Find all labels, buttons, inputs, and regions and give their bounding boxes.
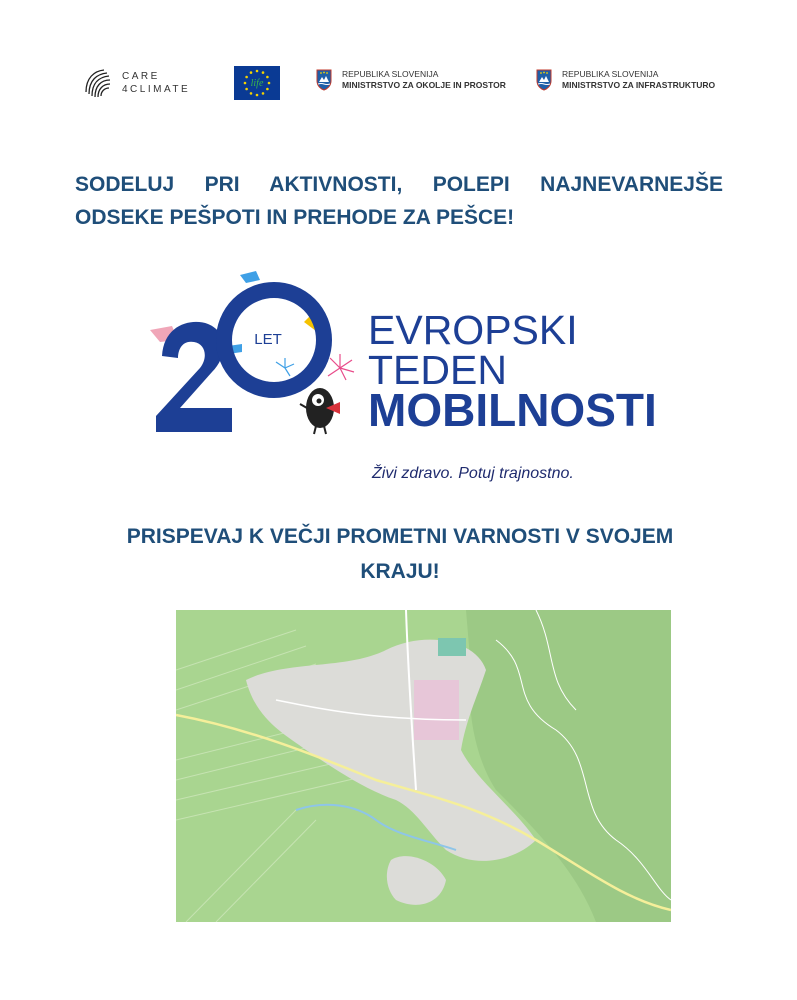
care4climate-logo — [80, 66, 190, 100]
main-heading-line2: ODSEKE PEŠPOTI IN PREHODE ZA PEŠCE! — [75, 206, 515, 229]
care-line: CARE — [122, 71, 160, 82]
republic-label: REPUBLIKA SLOVENIJA — [342, 69, 439, 79]
title-line1: EVROPSKI — [368, 307, 578, 353]
ministry-environment-logo — [316, 69, 506, 91]
sub-heading-line2: KRAJU! — [360, 560, 440, 583]
sports-field — [438, 638, 466, 656]
slovenia-crest-icon — [316, 69, 332, 91]
care4climate-text — [122, 70, 190, 96]
mobility-week-title — [368, 307, 657, 436]
mascot-icon — [300, 388, 340, 434]
main-heading-line1: SODELUJ PRI AKTIVNOSTI, POLEPI NAJNEVARNEJŠE — [75, 173, 723, 196]
confetti-blue — [240, 271, 260, 283]
firework-icon — [328, 354, 354, 380]
slovenia-crest-icon — [536, 69, 552, 91]
logo-strip — [0, 62, 797, 104]
sub-heading — [60, 519, 740, 589]
ministry-environment-text — [342, 69, 506, 91]
map-graphic — [176, 610, 671, 922]
ministry-infrastructure-text — [562, 69, 715, 91]
firework-small-icon — [276, 358, 294, 376]
eu-life-logo — [234, 66, 280, 100]
industrial-zone — [414, 680, 459, 740]
sub-heading-line1: PRISPEVAJ K VEČJI PROMETNI VARNOSTI V SVOJEM — [126, 525, 674, 548]
republic-label: REPUBLIKA SLOVENIJA — [562, 69, 659, 79]
tagline: Živi zdravo. Potuj trajnostno. — [372, 465, 574, 482]
care4climate-mark-icon — [80, 66, 114, 100]
ministry-name: MINISTRSTVO ZA INFRASTRUKTURO — [562, 80, 716, 90]
climate-line: 4CLIMATE — [122, 84, 191, 95]
main-heading — [75, 168, 723, 234]
let-label: LET — [254, 331, 282, 348]
title-line3: MOBILNOSTI — [368, 384, 657, 436]
town-map — [176, 610, 671, 922]
ministry-infrastructure-logo — [536, 69, 715, 91]
life-text: life — [250, 78, 264, 89]
ministry-name: MINISTRSTVO ZA OKOLJE IN PROSTOR — [342, 80, 506, 90]
eu-flag-icon — [234, 66, 280, 100]
title-line2: TEDEN — [368, 347, 507, 393]
